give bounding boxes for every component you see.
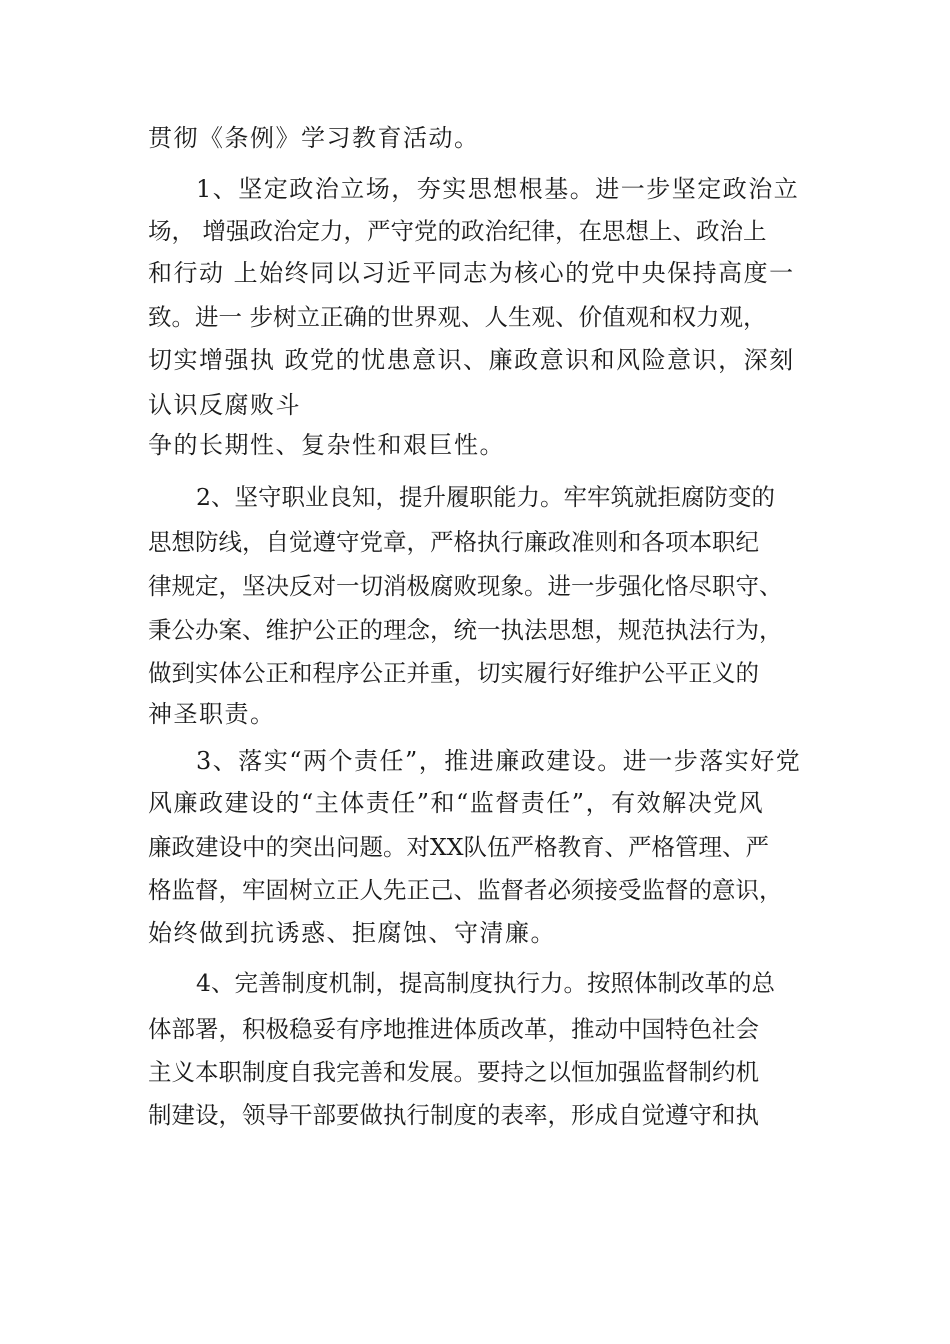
text-line: 场， 增强政治定力，严守党的政治纪律，在思想上、政治上 xyxy=(148,217,767,245)
text-line: 体部署，积极稳妥有序地推进体质改革，推动中国特色社会 xyxy=(148,1015,759,1043)
text-line: 制建设，领导干部要做执行制度的表率，形成自觉遵守和执 xyxy=(148,1101,759,1129)
text-line: 贯彻《条例》学习教育活动。 xyxy=(148,124,480,152)
text-line: 秉公办案、维护公正的理念，统一执法思想，规范执法行为， xyxy=(148,616,783,644)
text-line: 始终做到抗诱惑、拒腐蚀、守清廉。 xyxy=(148,919,556,947)
paragraph-3-start: 3、落实“两个责任”，推进廉政建设。进一步落实好党 xyxy=(196,747,802,775)
text-line: 主义本职制度自我完善和发展。要持之以恒加强监督制约机 xyxy=(148,1058,759,1086)
paragraph-1-start: 1、坚定政治立场，夯实思想根基。进一步坚定政治立 xyxy=(196,175,800,203)
text-line: 神圣职责。 xyxy=(148,700,276,728)
text-line: 和行动 上始终同以习近平同志为核心的党中央保持高度一 xyxy=(148,259,795,287)
paragraph-4-start: 4、完善制度机制，提高制度执行力。按照体制改革的总 xyxy=(196,969,775,997)
text-line: 思想防线，自觉遵守党章，严格执行廉政准则和各项本职纪 xyxy=(148,528,759,556)
text-line: 做到实体公正和程序公正并重，切实履行好维护公平正义的 xyxy=(148,659,759,687)
text-line: 风廉政建设的“主体责任”和“监督责任”，有效解决党风 xyxy=(148,789,765,817)
paragraph-2-start: 2、坚守职业良知，提升履职能力。牢牢筑就拒腐防变的 xyxy=(196,483,775,511)
text-line: 争的长期性、复杂性和艰巨性。 xyxy=(148,431,505,459)
text-line: 切实增强执 政党的忧患意识、廉政意识和风险意识，深刻 xyxy=(148,346,795,374)
text-line: 格监督，牢固树立正人先正己、监督者必须接受监督的意识， xyxy=(148,876,783,904)
text-line: 廉政建设中的突出问题。对XX队伍严格教育、严格管理、严 xyxy=(148,833,769,861)
text-line: 致。进一 步树立正确的世界观、人生观、价值观和权力观， xyxy=(148,303,767,331)
text-line: 律规定，坚决反对一切消极腐败现象。进一步强化恪尽职守、 xyxy=(148,572,783,600)
text-line: 认识反腐败斗 xyxy=(148,391,301,419)
